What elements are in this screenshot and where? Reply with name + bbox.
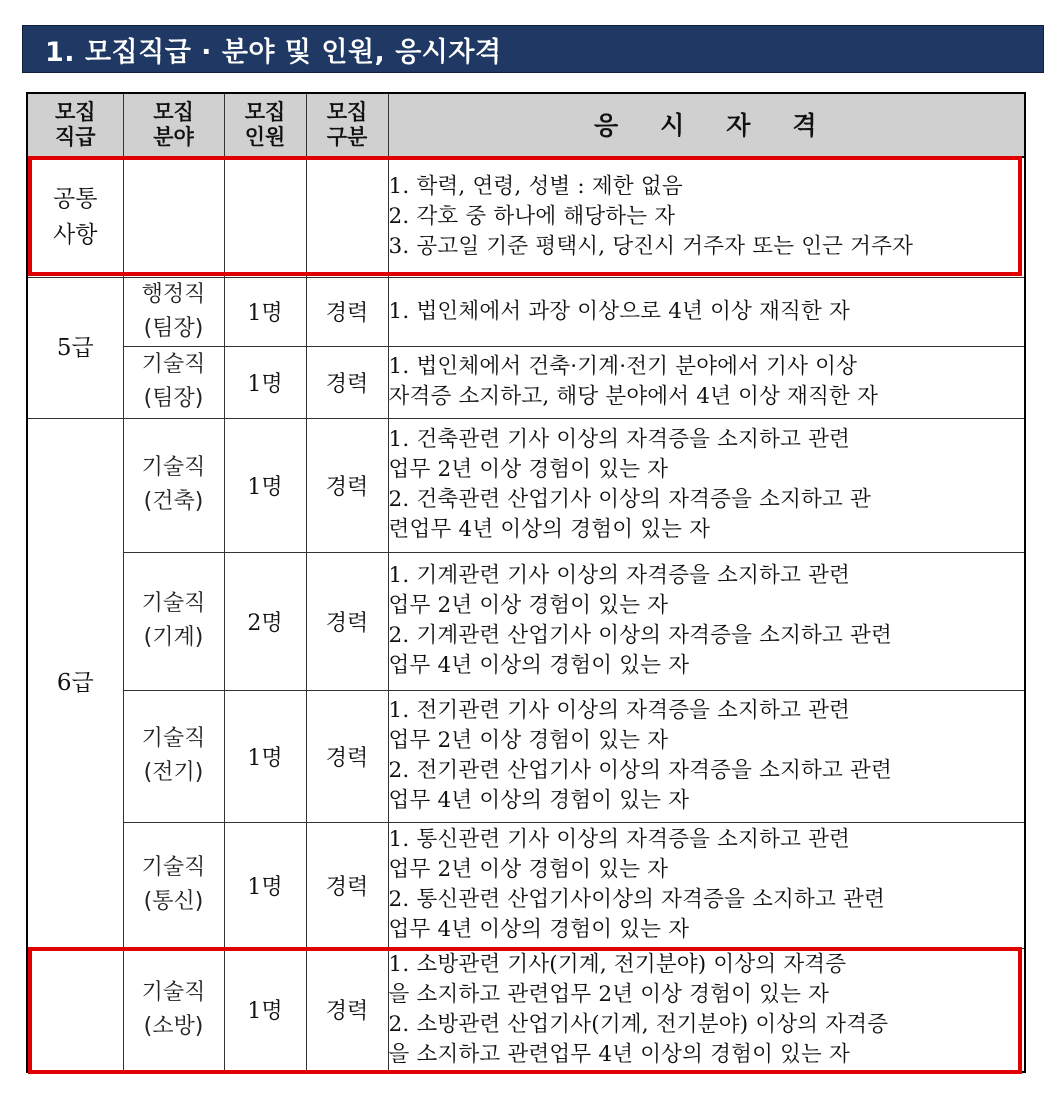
grade-cell: 공통 사항 (27, 157, 123, 277)
section-title-bar (22, 25, 1044, 73)
table-row (27, 277, 1025, 346)
field-cell: 행정직 (팀장) (123, 277, 224, 346)
type-cell: 경력 (306, 948, 388, 1072)
field-cell: 기술직 (소방) (123, 948, 224, 1072)
type-cell: 경력 (306, 822, 388, 948)
field-cell: 기술직 (건축) (123, 418, 224, 552)
qualification-cell: 1. 학력, 연령, 성별 : 제한 없음 2. 각호 중 하나에 해당하는 자 3. 공고일 기준 평택시, 당진시 거주자 또는 인근 거주자 (388, 157, 1025, 277)
table-row (27, 822, 1025, 948)
qualification-cell: 1. 건축관련 기사 이상의 자격증을 소지하고 관련 업무 2년 이상 경험이 있는 자 2. 건축관련 산업기사 이상의 자격증을 소지하고 관 련업무 4년 이상의 경험이 있는 자 (388, 418, 1025, 552)
type-cell: 경력 (306, 418, 388, 552)
qualification-cell: 1. 통신관련 기사 이상의 자격증을 소지하고 관련 업무 2년 이상 경험이 있는 자 2. 통신관련 산업기사이상의 자격증을 소지하고 관련 업무 4년 이상의 경험이 있는 자 (388, 822, 1025, 948)
field-cell (123, 157, 224, 277)
type-cell: 경력 (306, 346, 388, 418)
grade-cell (27, 948, 123, 1072)
type-cell: 경력 (306, 552, 388, 690)
header-grade: 모집 직급 (27, 93, 123, 157)
type-cell: 경력 (306, 690, 388, 822)
count-cell: 1명 (224, 346, 306, 418)
count-cell: 1명 (224, 690, 306, 822)
count-cell: 1명 (224, 948, 306, 1072)
count-cell: 1명 (224, 418, 306, 552)
count-cell (224, 157, 306, 277)
count-cell: 1명 (224, 822, 306, 948)
table-row (27, 948, 1025, 1072)
count-cell: 2명 (224, 552, 306, 690)
type-cell (306, 157, 388, 277)
header-qualification: 응시자격 (388, 93, 1025, 157)
qualification-table (26, 92, 1026, 1073)
qualification-cell: 1. 법인체에서 건축·기계·전기 분야에서 기사 이상 자격증 소지하고, 해당 분야에서 4년 이상 재직한 자 (388, 346, 1025, 418)
table-row-common (27, 157, 1025, 277)
table-header-row (27, 93, 1025, 157)
count-cell: 1명 (224, 277, 306, 346)
grade-cell: 5급 (27, 277, 123, 418)
table-row (27, 346, 1025, 418)
field-cell: 기술직 (팀장) (123, 346, 224, 418)
qualification-cell: 1. 소방관련 기사(기계, 전기분야) 이상의 자격증 을 소지하고 관련업무 2년 이상 경험이 있는 자 2. 소방관련 산업기사(기계, 전기분야) 이상의 자격증 을 소지하고 관련업무 4년 이상의 경험이 있는 자 (388, 948, 1025, 1072)
section-title: 1. 모집직급 · 분야 및 인원, 응시자격 (45, 36, 502, 68)
qualification-cell: 1. 법인체에서 과장 이상으로 4년 이상 재직한 자 (388, 277, 1025, 346)
table-row (27, 418, 1025, 552)
grade-cell: 6급 (27, 418, 123, 948)
header-count: 모집 인원 (224, 93, 306, 157)
qualification-cell: 1. 전기관련 기사 이상의 자격증을 소지하고 관련 업무 2년 이상 경험이 있는 자 2. 전기관련 산업기사 이상의 자격증을 소지하고 관련 업무 4년 이상의 경험이 있는 자 (388, 690, 1025, 822)
header-type: 모집 구분 (306, 93, 388, 157)
field-cell: 기술직 (기계) (123, 552, 224, 690)
table-row (27, 552, 1025, 690)
table-row (27, 690, 1025, 822)
field-cell: 기술직 (통신) (123, 822, 224, 948)
qualification-cell: 1. 기계관련 기사 이상의 자격증을 소지하고 관련 업무 2년 이상 경험이 있는 자 2. 기계관련 산업기사 이상의 자격증을 소지하고 관련 업무 4년 이상의 경험이 있는 자 (388, 552, 1025, 690)
field-cell: 기술직 (전기) (123, 690, 224, 822)
type-cell: 경력 (306, 277, 388, 346)
header-field: 모집 분야 (123, 93, 224, 157)
